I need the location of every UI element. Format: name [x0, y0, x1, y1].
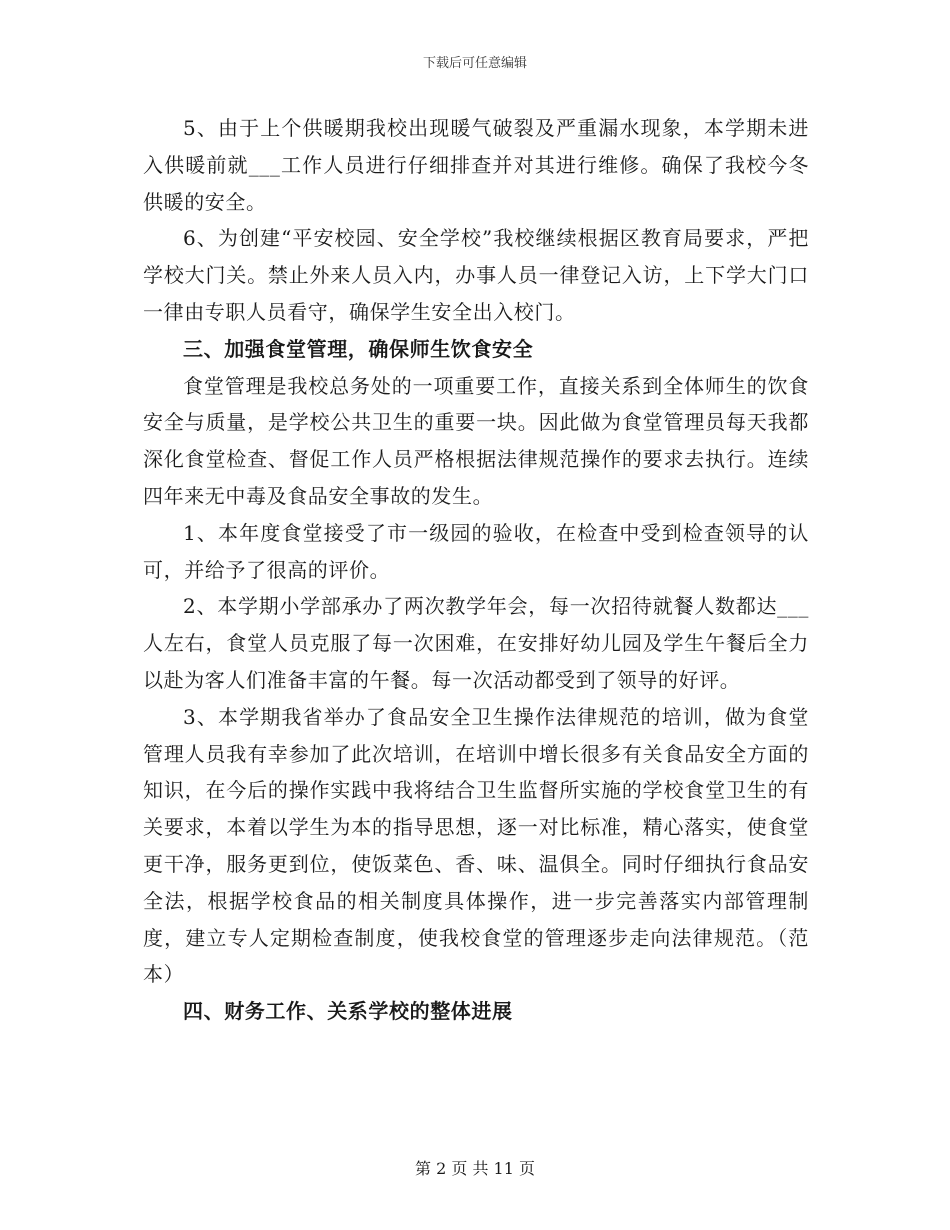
- paragraph-canteen-management: 食堂管理是我校总务处的一项重要工作，直接关系到全体师生的饮食安全与质量，是学校公共卫生的重要一块。因此做为食堂管理员每天我都深化食堂检查、督促工作人员严格根据法律规范操作的要求去执行。连续四年来无中毒及食品安全事故的发生。: [143, 373, 809, 508]
- header-note: 下载后可任意编辑: [422, 56, 527, 71]
- paragraph-canteen-inspection: 1、本年度食堂接受了市一级园的验收，在检查中受到检查领导的认可，并给予了很高的评价。: [143, 520, 809, 582]
- paragraph-food-safety-training: 3、本学期我省举办了食品安全卫生操作法律规范的培训，做为食堂管理人员我有幸参加了此次培训，在培训中增长很多有关食品安全方面的知识，在今后的操作实践中我将结合卫生监督所实施的学校食堂卫生的有关要求，本着以学生为本的指导思想，逐一对比标准，精心落实，使食堂更干净，服务更到位，使饭菜色、香、味、温俱全。同时仔细执行食品安全法，根据学校食品的相关制度具体操作，进一步完善落实内部管理制度，建立专人定期检查制度，使我校食堂的管理逐步走向法律规范。（范本）: [143, 704, 809, 987]
- paragraph-annual-meeting: 2、本学期小学部承办了两次教学年会，每一次招待就餐人数都达___人左右，食堂人员克服了每一次困难，在安排好幼儿园及学生午餐后全力以赴为客人们准备丰富的午餐。每一次活动都受到了领导的好评。: [143, 594, 809, 692]
- section-heading-finance: 四、财务工作、关系学校的整体进展: [183, 999, 513, 1024]
- page-number: 第 2 页 共 11 页: [415, 1159, 535, 1178]
- paragraph-campus-safety: 6、为创建“平安校园、安全学校”我校继续根据区教育局要求，严把学校大门关。禁止外来人员入内，办事人员一律登记入访，上下学大门口一律由专职人员看守，确保学生安全出入校门。: [143, 226, 809, 324]
- section-heading-canteen: 三、加强食堂管理，确保师生饮食安全: [183, 336, 534, 361]
- paragraph-heating-repair: 5、由于上个供暖期我校出现暖气破裂及严重漏水现象，本学期未进入供暖前就___工作人员进行仔细排查并对其进行维修。确保了我校今冬供暖的安全。: [143, 116, 809, 214]
- document-body: [143, 110, 809, 1030]
